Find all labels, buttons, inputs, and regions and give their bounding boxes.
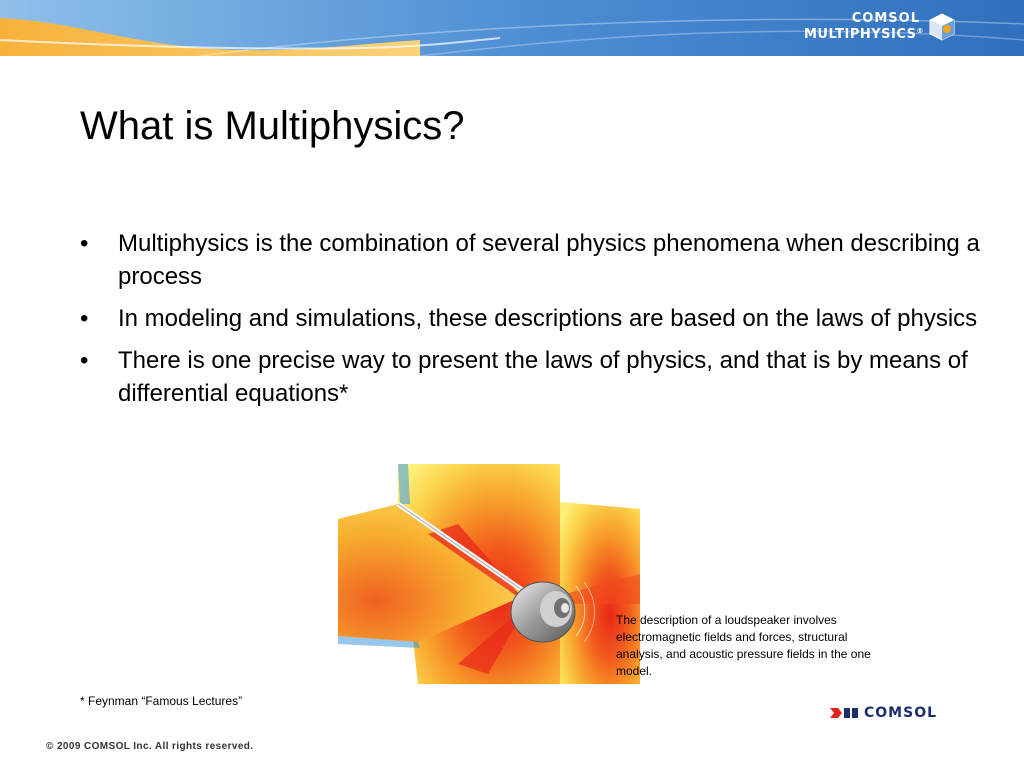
brand-comsol: COMSOL xyxy=(851,11,920,26)
brand-multiphysics xyxy=(804,28,924,41)
list-item xyxy=(80,344,980,410)
brand-reg-mark: ® xyxy=(916,27,924,35)
loudspeaker-simulation-image xyxy=(338,464,640,684)
comsol-logo-mark-icon xyxy=(830,706,858,720)
copyright-notice: © 2009 COMSOL Inc. All rights reserved. xyxy=(46,741,254,752)
header-brand xyxy=(804,12,924,41)
bullet-text: There is one precise way to present the laws of physics, and that is by means of differential equations* xyxy=(118,347,968,407)
list-item xyxy=(80,302,980,335)
page-title: What is Multiphysics? xyxy=(80,104,465,148)
brand-multiphysics-text: MULTIPHYSICS xyxy=(804,27,917,42)
list-item xyxy=(80,227,980,293)
bullet-list xyxy=(80,227,980,419)
image-caption: The description of a loudspeaker involves electromagnetic fields and forces, structural analysis, and acoustic pressure fields in the one model. xyxy=(616,613,871,678)
comsol-logo-text: COMSOL xyxy=(864,705,938,721)
bullet-dot-icon: • xyxy=(80,347,89,374)
bullet-text: In modeling and simulations, these descriptions are based on the laws of physics xyxy=(118,305,978,332)
footnote: * Feynman “Famous Lectures” xyxy=(80,694,243,708)
comsol-logo xyxy=(830,705,937,721)
bullet-dot-icon: • xyxy=(80,305,89,332)
comsol-cube-icon xyxy=(928,12,956,42)
bullet-dot-icon: • xyxy=(80,230,89,257)
bullet-text: Multiphysics is the combination of several physics phenomena when describing a process xyxy=(118,230,980,290)
